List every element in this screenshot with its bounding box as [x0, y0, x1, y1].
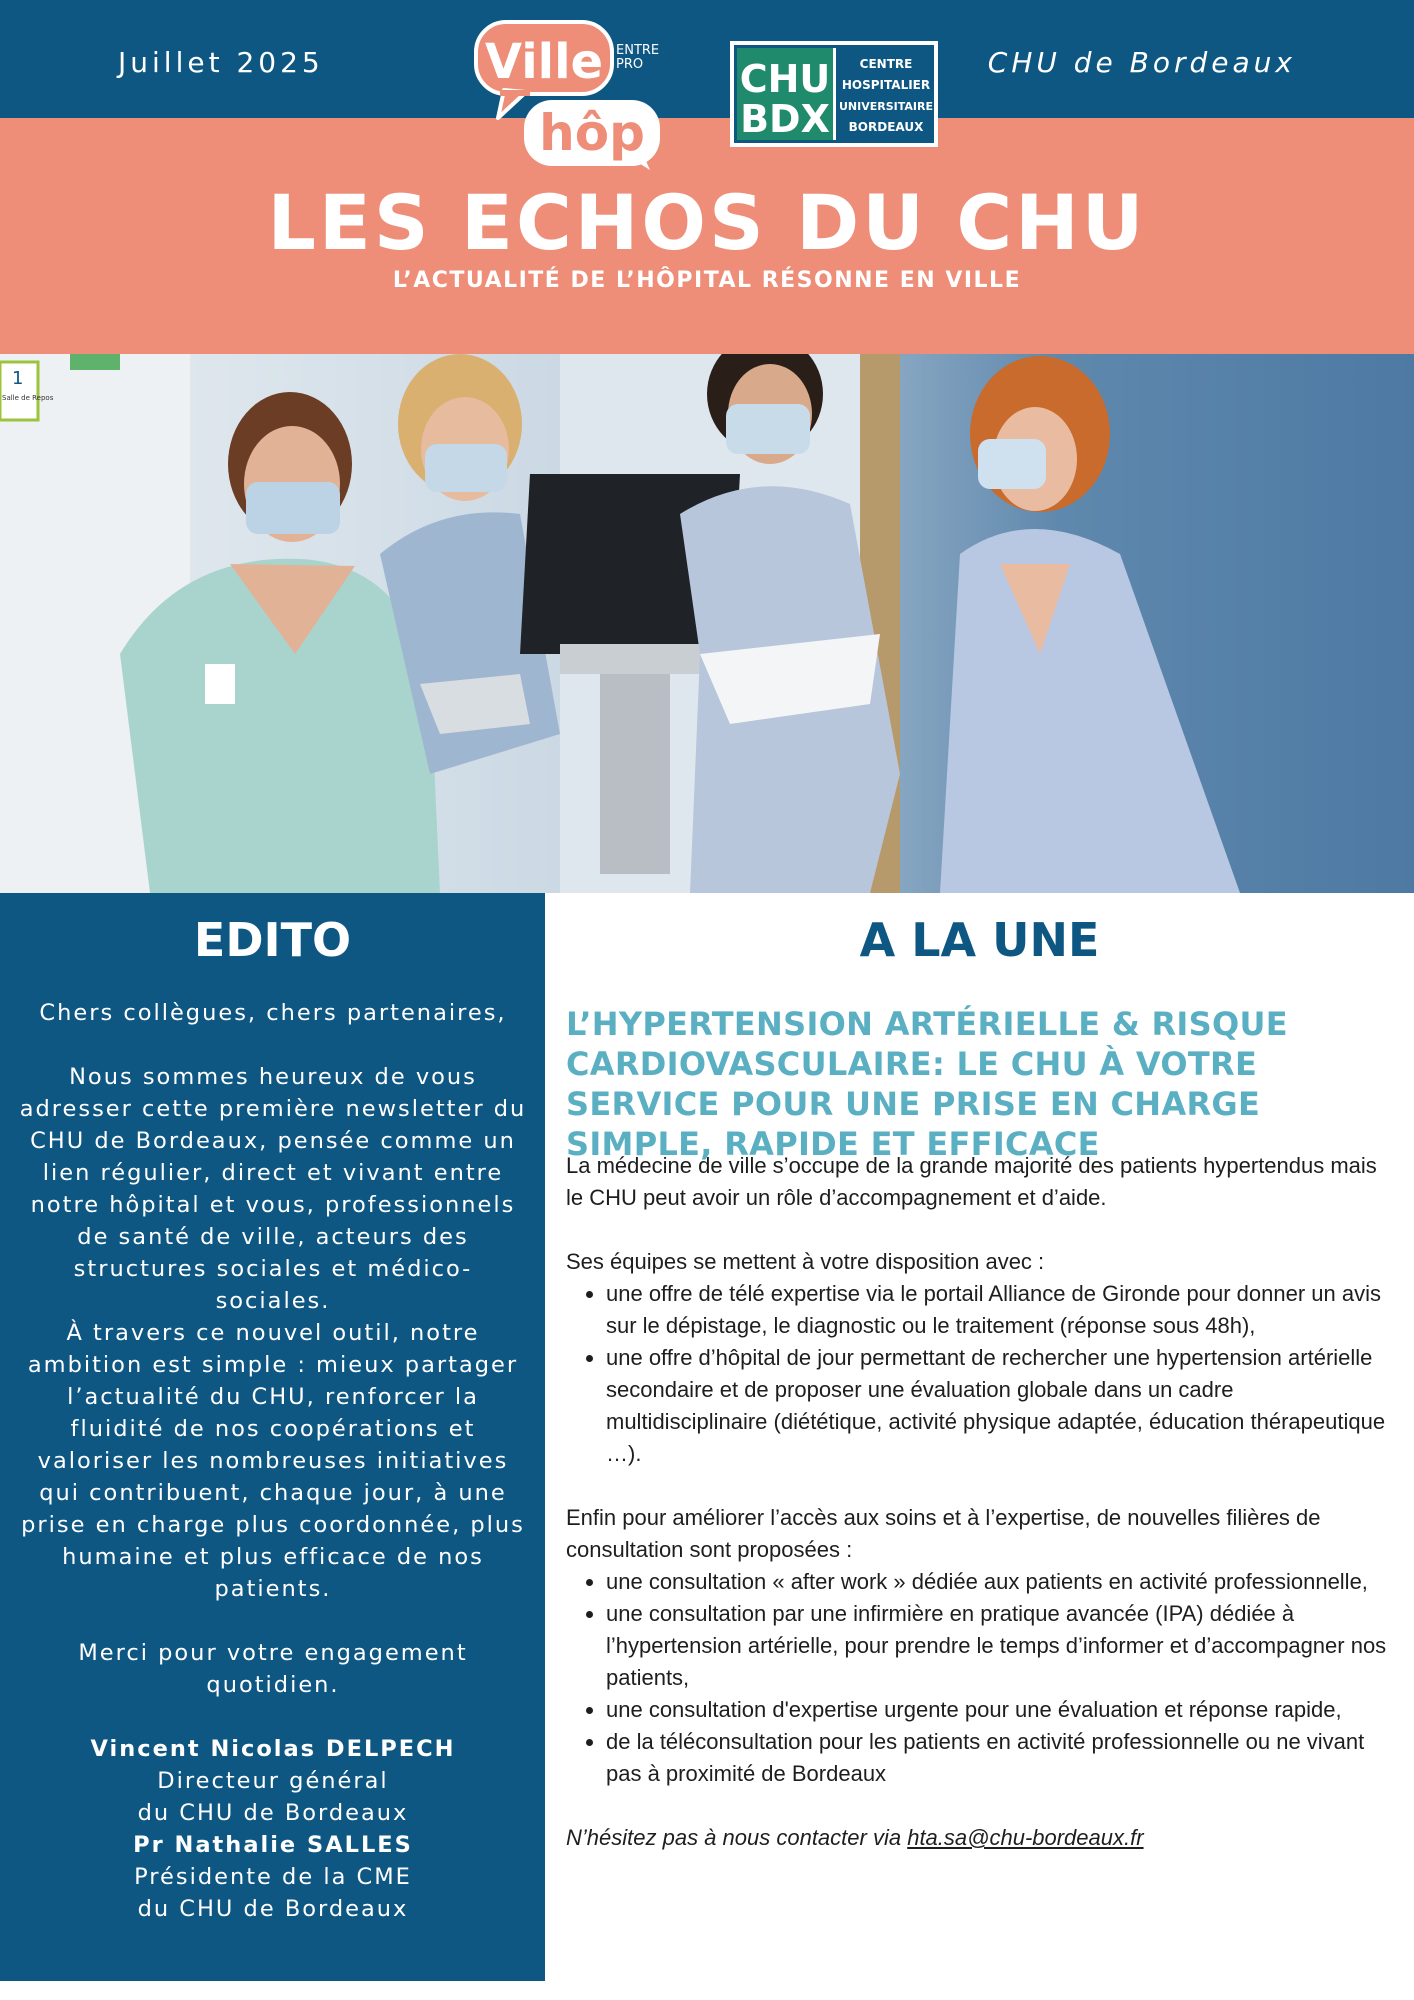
a-la-une-subheading: L’HYPERTENSION ARTÉRIELLE & RISQUE CARDIOVASCULAIRE: LE CHU À VOTRE SERVICE POUR UNE PRISE EN CHARGE SIMPLE, RAPIDE ET EFFICACE: [566, 1005, 1288, 1163]
contact-text: N’hésitez pas à nous contacter via: [566, 1825, 902, 1850]
bottom-margin: [0, 1981, 545, 2000]
list-item: • une consultation par une infirmière en pratique avancée (IPA) dédiée à l’hypertension artérielle, pour prendre le temps d’informer et d’accompagner nos patients,: [606, 1598, 1398, 1694]
ville-hop-logo: [474, 20, 674, 172]
access-intro: Enfin pour améliorer l’accès aux soins et à l’expertise, de nouvelles filières de consultation sont proposées :: [566, 1505, 1321, 1562]
logo-right-line: UNIVERSITAIRE: [839, 100, 933, 113]
logo-right-line: BORDEAUX: [848, 120, 924, 134]
edito-paragraph: À travers ce nouvel outil, notre ambition est simple : mieux partager l’actualité du CHU, renforcer la fluidité de nos coopérations et valoriser les nombreuses initiatives qui contribuent, chaque jour, à une prise en charge plus coordonnée, plus humaine et plus efficace de nos patients.: [21, 1320, 525, 1602]
logo-hop-text: hôp: [539, 104, 645, 162]
signatory-role: Présidente de la CME: [134, 1864, 412, 1890]
logo-pro-text: PRO: [616, 57, 644, 72]
signatory-name: Vincent Nicolas DELPECH: [90, 1736, 456, 1762]
edito-section: [0, 893, 545, 1981]
hero-photo: [0, 354, 1414, 893]
list-item: • une consultation « after work » dédiée aux patients en activité professionnelle,: [606, 1566, 1398, 1598]
a-la-une-heading: A LA UNE: [859, 913, 1100, 967]
teams-list: [566, 1278, 1398, 1470]
logo-ville-text: Ville: [484, 34, 604, 90]
signatory-name: Pr Nathalie SALLES: [133, 1832, 413, 1858]
access-list: [566, 1566, 1398, 1790]
logo-chu-text: CHU: [739, 57, 831, 101]
edito-closing: Merci pour votre engagement quotidien.: [78, 1640, 468, 1698]
nurses-at-computer-illustration: [0, 354, 1414, 893]
signatory-role: du CHU de Bordeaux: [137, 1800, 409, 1826]
signatory-role: du CHU de Bordeaux: [137, 1896, 409, 1922]
teams-intro: Ses équipes se mettent à votre disposition avec :: [566, 1249, 1045, 1274]
chu-bdx-logo: [729, 40, 939, 148]
list-item: • de la téléconsultation pour les patients en activité professionnelle ou ne vivant pas à proximité de Bordeaux: [606, 1726, 1398, 1790]
door-sign-number: 1: [12, 368, 24, 389]
logo-entre-text: ENTRE: [616, 43, 660, 58]
logo-bdx-text: BDX: [740, 97, 830, 141]
newsletter-subtitle: L’ACTUALITÉ DE L’HÔPITAL RÉSONNE EN VILLE: [392, 268, 1022, 293]
edito-heading: EDITO: [193, 913, 352, 967]
a-la-une-body: [566, 1150, 1398, 1854]
list-item: • une offre d’hôpital de jour permettant de rechercher une hypertension artérielle secondaire et de proposer une évaluation globale dans un cadre multidisciplinaire (diététique, activité physique adaptée, éducation thérapeutique …).: [606, 1342, 1398, 1470]
logo-right-line: HOSPITALIER: [841, 78, 931, 92]
list-item: • une offre de télé expertise via le portail Alliance de Gironde pour donner un avis sur le dépistage, le diagnostic ou le traitement (réponse sous 48h),: [606, 1278, 1398, 1342]
edito-greeting: Chers collègues, chers partenaires,: [39, 1000, 507, 1026]
signatory-role: Directeur général: [157, 1768, 389, 1794]
intro-paragraph: La médecine de ville s’occupe de la grande majorité des patients hypertendus mais le CHU peut avoir un rôle d’accompagnement et d’aide.: [566, 1153, 1377, 1210]
newsletter-title: LES ECHOS DU CHU: [267, 178, 1147, 267]
list-item: • une consultation d'expertise urgente pour une évaluation et réponse rapide,: [606, 1694, 1398, 1726]
logo-right-line: CENTRE: [859, 57, 913, 71]
door-sign-text: Salle de Repos: [2, 394, 54, 402]
organization-name: CHU de Bordeaux: [987, 46, 1296, 79]
edito-body: [18, 997, 528, 1925]
contact-email-link[interactable]: hta.sa@chu-bordeaux.fr: [907, 1825, 1144, 1850]
issue-date: Juillet 2025: [118, 46, 324, 79]
contact-line: [566, 1822, 1398, 1854]
edito-paragraph: Nous sommes heureux de vous adresser cette première newsletter du CHU de Bordeaux, pensée comme un lien régulier, direct et vivant entre notre hôpital et vous, professionnels de santé de ville, acteurs des structures sociales et médico-sociales.: [19, 1064, 527, 1314]
